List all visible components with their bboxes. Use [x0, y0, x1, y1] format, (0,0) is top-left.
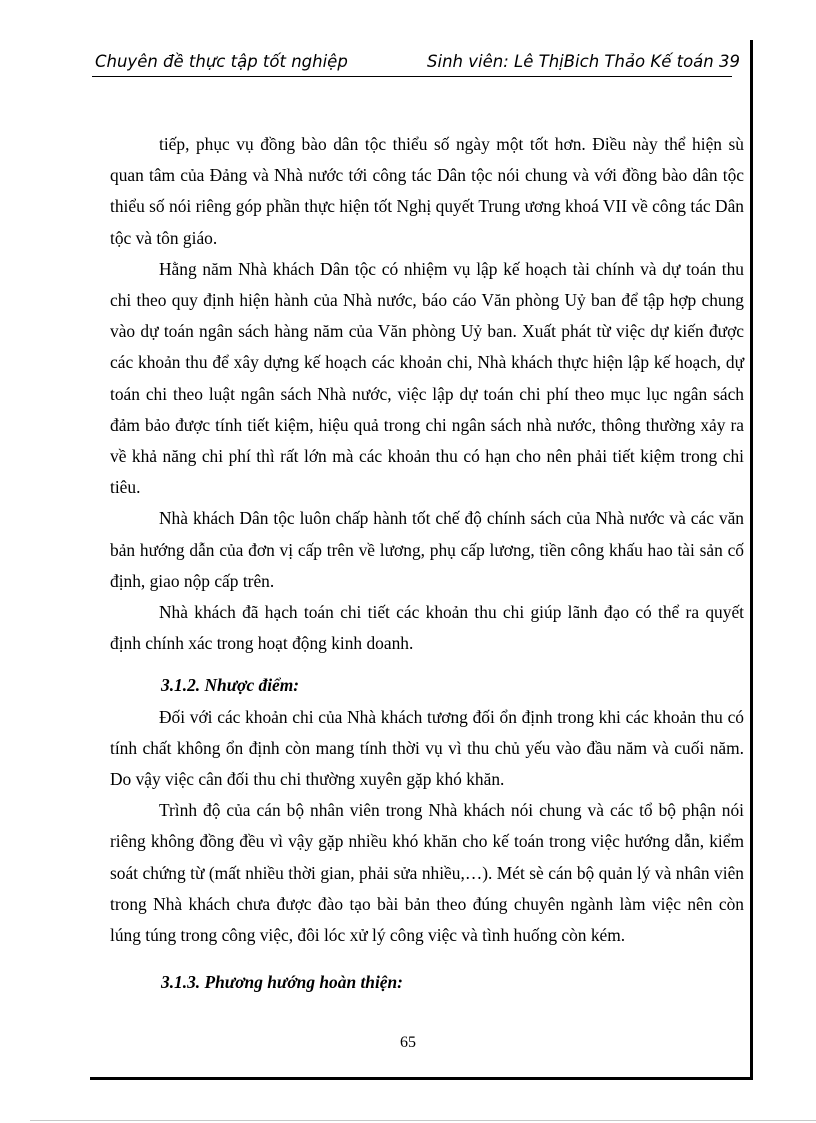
page-bottom-edge [30, 1120, 816, 1121]
spacer [110, 659, 744, 670]
header-author: Sinh viên: Lê ThịBich Thảo Kế toán 39 [427, 52, 740, 71]
paragraph-income-instability: Đối với các khoản chi của Nhà khách tương đối ổn định trong khi các khoản thu có tính chất không ổn định còn mang tính thời vụ vì thu chủ yếu vào đầu năm và cuối năm. Do vậy việc cân đối thu chi thường xuyên gặp khó khăn. [110, 706, 744, 790]
document-body [110, 129, 744, 998]
paragraph-detailed-accounting: Nhà khách đã hạch toán chi tiết các khoản thu chi giúp lãnh đạo có thể ra quyết định chính xác trong hoạt động kinh doanh. [110, 602, 744, 654]
spacer [110, 951, 744, 967]
paragraph-continuation: tiếp, phục vụ đồng bào dân tộc thiểu số ngày một tốt hơn. Điều này thể hiện sù quan tâm của Đảng và Nhà nước tới công tác Dân tộc nói chung và với đồng bào dân tộc thiểu số nói riêng góp phần thực hiện tốt Nghị quyết Trung ương khoá VII về công tác Dân tộc và tôn giáo. [110, 134, 744, 248]
header-title: Chuyên đề thực tập tốt nghiệp [95, 52, 348, 71]
paragraph-staff-qualification: Trình độ của cán bộ nhân viên trong Nhà khách nói chung và các tổ bộ phận nói riêng không đồng đều vì vậy gặp nhiều khó khăn cho kế toán trong việc hướng dẫn, kiểm soát chứng từ (mất nhiều thời gian, phải sửa nhiều,…). Mét sè cán bộ quản lý và nhân viên trong Nhà khách chưa được đào tạo bài bản theo đúng chuyên ngành làm việc nên còn lúng túng trong công việc, đôi lóc xử lý công việc và tình huống còn kém. [110, 800, 744, 946]
section-heading-weaknesses: 3.1.2. Nhược điểm: [161, 675, 300, 696]
paragraph-budget-planning: Hằng năm Nhà khách Dân tộc có nhiệm vụ lập kế hoạch tài chính và dự toán thu chi theo quy định hiện hành của Nhà nước, báo cáo Văn phòng Uỷ ban để tập hợp chung vào dự toán ngân sách hàng năm của Văn phòng Uỷ ban. Xuất phát từ việc dự kiến được các khoản thu để xây dựng kế hoạch các khoản chi, Nhà khách thực hiện lập kế hoạch, dự toán chi theo luật ngân sách Nhà nước, việc lập dự toán chi phí theo mục lục ngân sách đảm bảo được tính tiết kiệm, hiệu quả trong chi ngân sách nhà nước, thông thường xảy ra về khả năng chi phí thì rất lớn mà các khoản thu có hạn cho nên phải tiết kiệm trong chi tiêu. [110, 258, 744, 498]
header-rule [92, 76, 732, 77]
page-number: 65 [400, 1034, 416, 1051]
paragraph-policy-compliance: Nhà khách Dân tộc luôn chấp hành tốt chế độ chính sách của Nhà nước và các văn bản hướng dẫn của đơn vị cấp trên về lương, phụ cấp lương, tiền công khấu hao tài sản cố định, giao nộp cấp trên. [110, 508, 744, 591]
section-heading-improvement: 3.1.3. Phương hướng hoàn thiện: [161, 972, 403, 993]
